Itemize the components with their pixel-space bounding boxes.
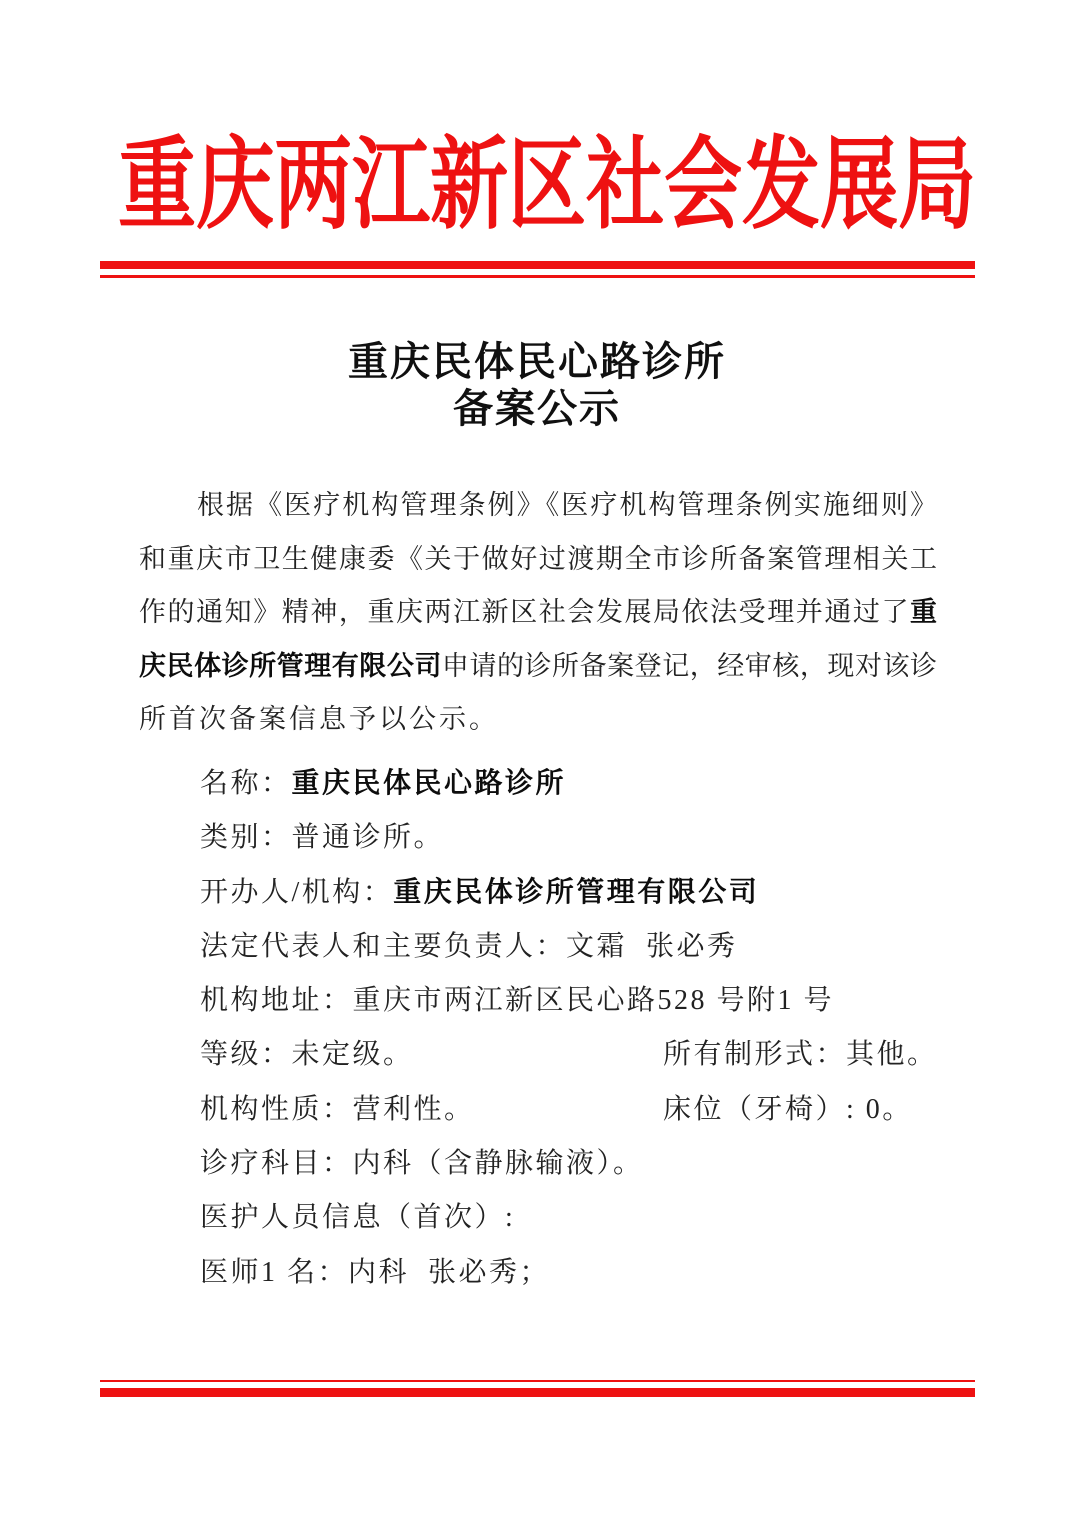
doc-title-line1: 重庆民体民心路诊所 [348, 339, 726, 384]
intro-line-4 [139, 640, 937, 694]
field-cell [200, 811, 444, 865]
intro-line-5 [139, 693, 937, 747]
intro-text: 所首次备案信息予以公示。 [139, 704, 499, 734]
field-label: 医师1 名： [200, 1256, 349, 1288]
fields-list [200, 757, 940, 1300]
field-label: 床位（牙椅）: [663, 1093, 866, 1125]
intro-line-1 [139, 479, 937, 533]
field-cell [200, 866, 759, 920]
field-label: 名称： [200, 768, 292, 799]
field-cell [200, 1191, 515, 1245]
field-value: 文霜 张必秀 [566, 930, 738, 962]
intro-line-2 [139, 533, 937, 587]
field-value: 重庆市两江新区民心路528 号附1 号 [352, 985, 835, 1017]
footer-rule-thin [100, 1380, 975, 1382]
field-cell [200, 1028, 663, 1082]
agency-letterhead: 重庆两江新区社会发展局 [118, 130, 977, 241]
field-cell [663, 1083, 913, 1137]
field-value: 重庆民体民心路诊所 [291, 768, 567, 799]
intro-bold-text: 重 [910, 597, 937, 627]
field-value: 未定级。 [291, 1039, 414, 1071]
doc-title-line2: 备案公示 [453, 386, 621, 431]
intro-text: 作的通知》精神，重庆两江新区社会发展局依法受理并通过了 [139, 597, 910, 627]
field-row-10 [200, 1246, 940, 1300]
field-cell [200, 1083, 663, 1137]
field-cell [200, 974, 834, 1028]
intro-text: 根据《医疗机构管理条例》《医疗机构管理条例实施细则》 [197, 490, 937, 520]
field-row-3 [200, 866, 940, 920]
field-value: 0。 [865, 1093, 913, 1125]
field-row-8 [200, 1137, 940, 1191]
field-label: 机构性质： [200, 1093, 353, 1125]
field-row-6 [200, 1028, 940, 1082]
field-cell [200, 1246, 550, 1300]
field-value: 重庆民体诊所管理有限公司 [393, 876, 760, 908]
field-value: 其他。 [846, 1039, 938, 1071]
field-label: 诊疗科目： [200, 1148, 353, 1180]
field-row-1 [200, 757, 940, 811]
field-row-4 [200, 920, 940, 974]
field-label: 法定代表人和主要负责人： [200, 930, 567, 962]
field-value: 营利性。 [352, 1093, 475, 1125]
intro-bold-text: 庆民体诊所管理有限公司 [139, 650, 442, 681]
field-cell [663, 1028, 938, 1082]
field-label: 等级： [200, 1039, 292, 1071]
field-value: 内科（含静脉输液）。 [352, 1148, 644, 1180]
field-cell [200, 1137, 644, 1191]
field-row-7 [200, 1083, 940, 1137]
field-cell [200, 757, 566, 811]
field-label: 所有制形式： [663, 1039, 847, 1071]
intro-text: 和重庆市卫生健康委《关于做好过渡期全市诊所备案管理相关工 [139, 543, 937, 574]
header-rule-thin [100, 275, 975, 278]
field-value: 内科 张必秀； [348, 1256, 551, 1288]
intro-paragraph [139, 479, 937, 747]
intro-text: 申请的诊所备案登记，经审核，现对该诊 [441, 650, 937, 681]
field-row-9 [200, 1191, 940, 1245]
field-label: 医护人员信息（首次）: [200, 1202, 516, 1234]
field-label: 开办人/机构： [200, 876, 394, 908]
field-label: 类别： [200, 822, 292, 854]
field-value: 普通诊所。 [291, 822, 445, 854]
field-row-2 [200, 811, 940, 865]
field-label: 机构地址： [200, 985, 353, 1017]
footer-rule-thick [100, 1388, 975, 1397]
intro-line-3 [139, 586, 937, 640]
field-cell [200, 920, 738, 974]
field-row-5 [200, 974, 940, 1028]
header-rule-thick [100, 261, 975, 269]
doc-title [0, 338, 1074, 432]
